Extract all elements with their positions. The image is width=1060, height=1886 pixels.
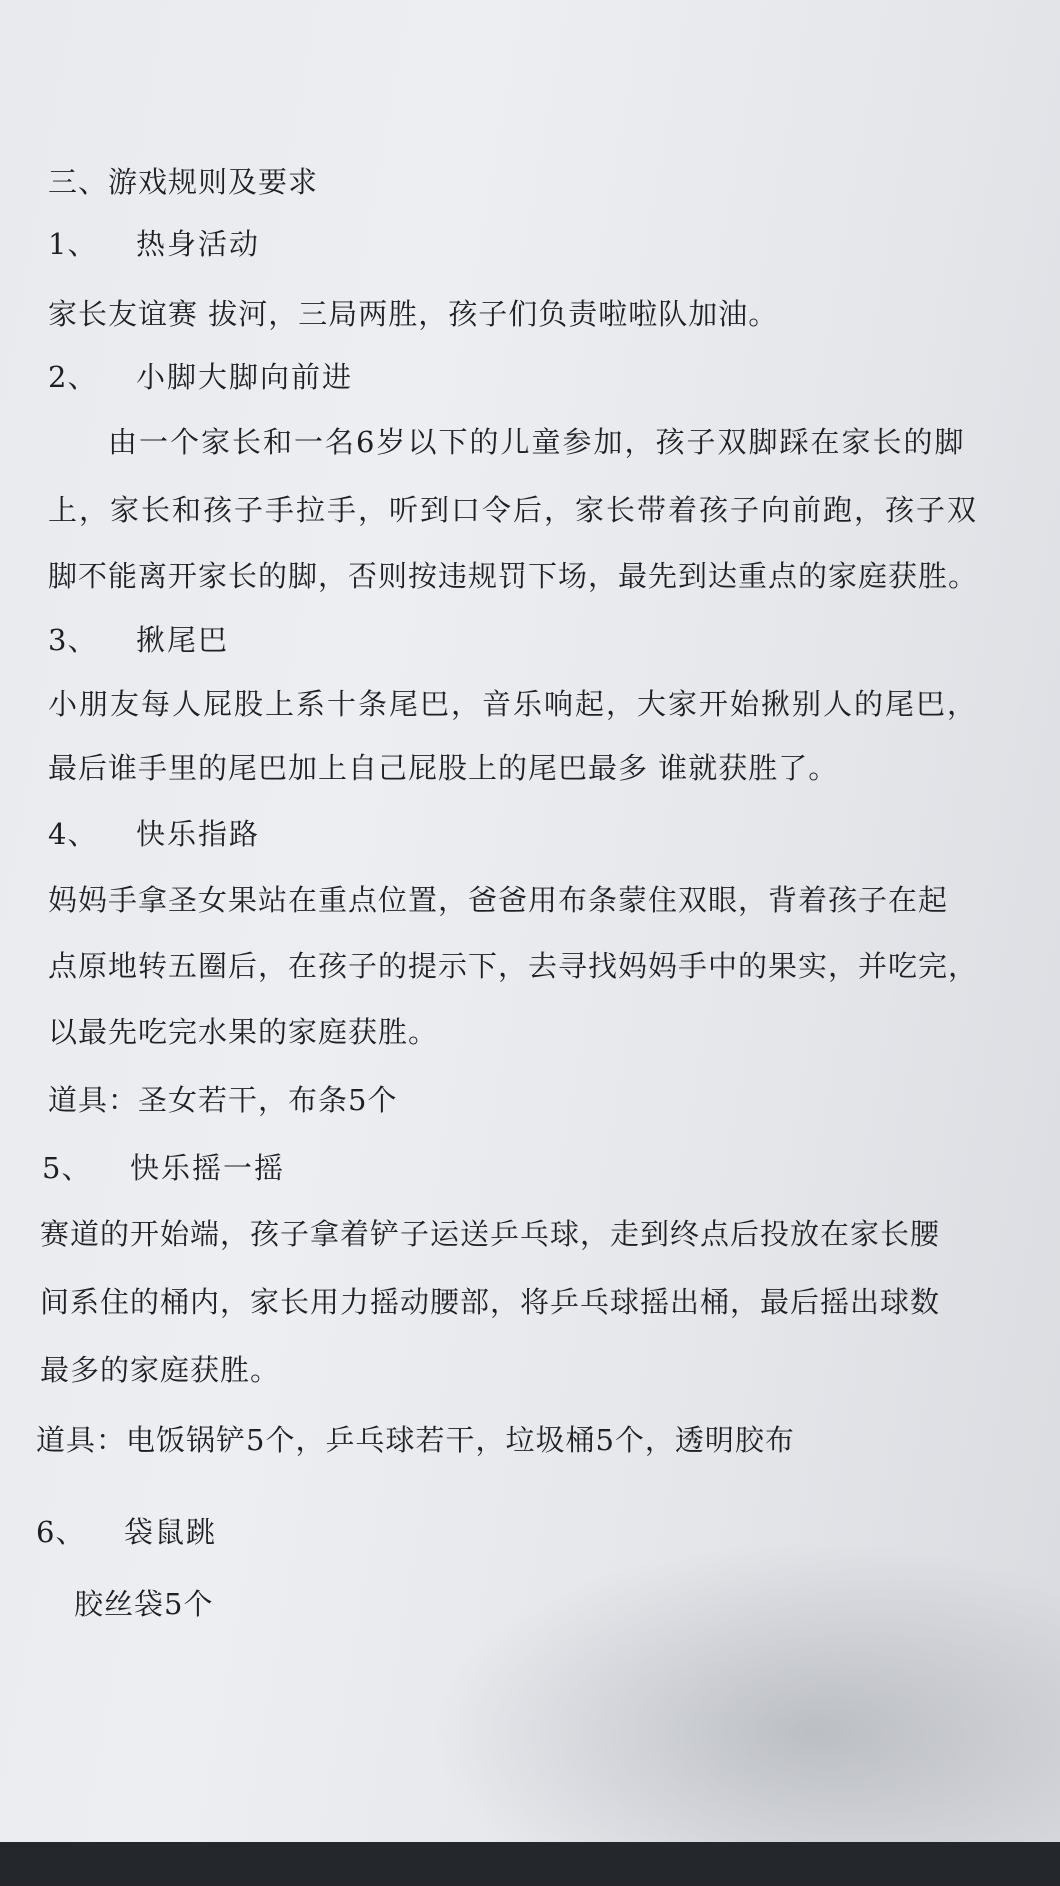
shadow-overlay [430, 1540, 1060, 1842]
section-5-props: 道具：电饭锅铲5个，乒乓球若干，垃圾桶5个，透明胶布 [36, 1423, 795, 1457]
section-3-line-2: 最后谁手里的尾巴加上自己屁股上的尾巴最多 谁就获胜了。 [48, 751, 839, 785]
section-6-header [36, 1510, 217, 1551]
section-2-line-2: 上，家长和孩子手拉手，听到口令后，家长带着孩子向前跑，孩子双 [48, 493, 979, 527]
section-3-line-1: 小朋友每人屁股上系十条尾巴，音乐响起，大家开始揪别人的尾巴， [48, 687, 979, 721]
section-3-number: 3、 [48, 623, 98, 657]
section-6-props: 胶丝袋5个 [74, 1587, 214, 1621]
section-5-title: 快乐摇一摇 [130, 1151, 286, 1185]
section-2-line-3: 脚不能离开家长的脚，否则按违规罚下场，最先到达重点的家庭获胜。 [48, 559, 979, 593]
section-4-number: 4、 [48, 817, 98, 851]
section-6-number: 6、 [36, 1515, 86, 1549]
section-4-line-1: 妈妈手拿圣女果站在重点位置，爸爸用布条蒙住双眼，背着孩子在起 [48, 883, 949, 917]
section-5-number: 5、 [42, 1151, 92, 1185]
section-4-props: 道具：圣女若干，布条5个 [48, 1083, 398, 1117]
section-5-line-1: 赛道的开始端，孩子拿着铲子运送乒乓球，走到终点后投放在家长腰 [40, 1217, 941, 1251]
section-2-header [48, 355, 353, 396]
section-4-line-2: 点原地转五圈后，在孩子的提示下，去寻找妈妈手中的果实，并吃完， [48, 949, 979, 983]
section-5-header [42, 1146, 285, 1187]
section-4-line-3: 以最先吃完水果的家庭获胜。 [48, 1015, 439, 1049]
section-2-line-1: 由一个家长和一名6岁以下的儿童参加，孩子双脚踩在家长的脚 [108, 425, 966, 459]
section-6-title: 袋鼠跳 [124, 1515, 218, 1549]
section-1-header [48, 222, 260, 263]
bottom-edge [0, 1842, 1060, 1886]
section-3-header [48, 618, 229, 659]
section-5-line-2: 间系住的桶内，家长用力摇动腰部，将乒乓球摇出桶，最后摇出球数 [40, 1285, 941, 1319]
section-2-title: 小脚大脚向前进 [136, 360, 354, 394]
section-1-number: 1、 [48, 227, 98, 261]
section-1-title: 热身活动 [136, 227, 261, 261]
section-4-title: 快乐指路 [136, 817, 261, 851]
section-3-title: 揪尾巴 [136, 623, 230, 657]
section-heading: 三、游戏规则及要求 [48, 165, 319, 199]
section-2-number: 2、 [48, 360, 98, 394]
section-5-line-3: 最多的家庭获胜。 [40, 1353, 281, 1387]
section-1-line-1: 家长友谊赛 拔河，三局两胜，孩子们负责啦啦队加油。 [48, 297, 779, 331]
section-4-header [48, 812, 260, 853]
